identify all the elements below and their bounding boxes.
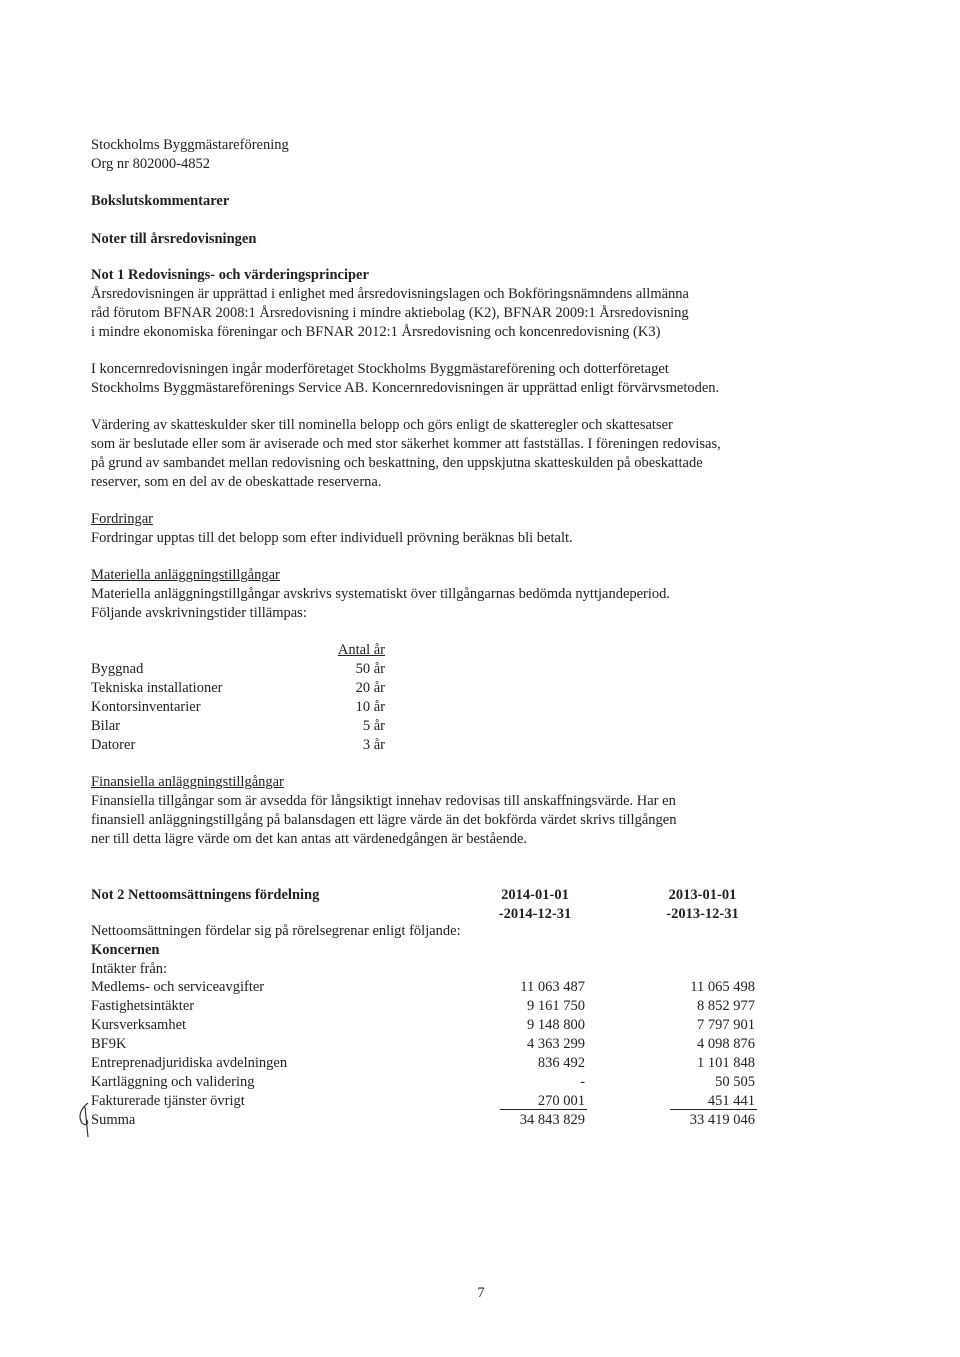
table-row-label: Kursverksamhet	[91, 1017, 187, 1033]
note1-p2-line: I koncernredovisningen ingår moderföretaget Stockholms Byggmästareförening och dotterföretaget	[91, 361, 669, 377]
table-cell-2013: 8 852 977	[697, 998, 755, 1014]
sum-rule	[500, 1109, 587, 1110]
table-cell-2014: -	[580, 1074, 585, 1090]
table-row-label: BF9K	[91, 1036, 127, 1052]
depr-row-label: Bilar	[91, 718, 120, 734]
finansiella-text-line: Finansiella tillgångar som är avsedda för långsiktigt innehav redovisas till anskaffningsvärde. Har en	[91, 793, 676, 809]
total-2014: 34 843 829	[519, 1112, 585, 1128]
note1-p1-line: Årsredovisningen är upprättad i enlighet med årsredovisningslagen och Bokföringsnämndens allmänna	[91, 286, 689, 302]
note1-p3-line: reserver, som en del av de obeskattade reserverna.	[91, 474, 382, 490]
depr-row-value: 3 år	[362, 737, 385, 753]
depr-row-label: Tekniska installationer	[91, 680, 223, 696]
table-cell-2013: 1 101 848	[697, 1055, 755, 1071]
table-row-label: Medlems- och serviceavgifter	[91, 979, 265, 995]
materiella-text-line: Materiella anläggningstillgångar avskrivs systematiskt över tillgångarnas bedömda nyttjandeperiod.	[91, 586, 671, 602]
depr-row-value: 5 år	[362, 718, 385, 734]
org-name: Stockholms Byggmästareförening	[91, 137, 289, 153]
finansiella-heading: Finansiella anläggningstillgångar	[91, 774, 284, 790]
table-row-label: Fakturerade tjänster övrigt	[91, 1093, 245, 1109]
total-label: Summa	[91, 1112, 136, 1128]
table-row-label: Fastighetsintäkter	[91, 998, 195, 1014]
table-cell-2014: 836 492	[537, 1055, 585, 1071]
depr-row-label: Byggnad	[91, 661, 144, 677]
depr-header: Antal år	[337, 642, 385, 658]
note1-p3-line: på grund av sambandet mellan redovisning och beskattning, den uppskjutna skatteskulden på obeskattade	[91, 455, 703, 471]
table-row-label: Kartläggning och validering	[91, 1074, 255, 1090]
table-cell-2014: 270 001	[537, 1093, 585, 1109]
note2-group: Koncernen	[91, 942, 160, 958]
table-row-label: Entreprenadjuridiska avdelningen	[91, 1055, 288, 1071]
fordringar-heading: Fordringar	[91, 511, 154, 527]
materiella-text-line: Följande avskrivningstider tillämpas:	[91, 605, 307, 621]
section-title: Bokslutskommentarer	[91, 193, 230, 209]
finansiella-text-line: ner till detta lägre värde om det kan antas att värdenedgången är bestående.	[91, 831, 528, 847]
org-number: Org nr 802000-4852	[91, 156, 210, 172]
note1-title: Not 1 Redovisnings- och värderingsprinciper	[91, 267, 369, 283]
note1-p1-line: råd förutom BFNAR 2008:1 Årsredovisning i mindre aktiebolag (K2), BFNAR 2009:1 Årsredovisning	[91, 305, 689, 321]
table-cell-2013: 50 505	[715, 1074, 755, 1090]
fordringar-text: Fordringar upptas till det belopp som efter individuell prövning beräknas bli betalt.	[91, 530, 573, 546]
handwritten-mark-icon	[76, 1101, 94, 1141]
depr-row-label: Kontorsinventarier	[91, 699, 201, 715]
page-number: 7	[477, 1285, 485, 1301]
total-2013: 33 419 046	[689, 1112, 755, 1128]
table-cell-2013: 7 797 901	[697, 1017, 755, 1033]
note2-col2-header: -2013-12-31	[666, 906, 739, 922]
finansiella-text-line: finansiell anläggningstillgång på balansdagen ett lägre värde än det bokförda värdet skrivs tillgången	[91, 812, 677, 828]
depr-row-value: 20 år	[355, 680, 385, 696]
note2-subheading: Intäkter från:	[91, 961, 168, 977]
subsection-title: Noter till årsredovisningen	[91, 231, 257, 247]
table-cell-2014: 9 148 800	[527, 1017, 585, 1033]
note2-col1-header: 2014-01-01	[501, 887, 569, 903]
note1-p3-line: som är beslutade eller som är aviserade och med stor säkerhet kommer att fastställas. I föreningen redovisas,	[91, 436, 721, 452]
sum-rule	[670, 1109, 757, 1110]
note1-p2-line: Stockholms Byggmästareförenings Service AB. Koncernredovisningen är upprättad enligt förvärvsmetoden.	[91, 380, 720, 396]
materiella-heading: Materiella anläggningstillgångar	[91, 567, 280, 583]
note1-p1-line: i mindre ekonomiska föreningar och BFNAR 2012:1 Årsredovisning och koncenredovisning (K3)	[91, 324, 661, 340]
depr-row-value: 50 år	[355, 661, 385, 677]
table-cell-2013: 451 441	[707, 1093, 755, 1109]
table-cell-2013: 11 065 498	[690, 979, 755, 995]
note2-col1-header: -2014-12-31	[498, 906, 572, 922]
note2-intro: Nettoomsättningen fördelar sig på rörelsegrenar enligt följande:	[91, 923, 461, 939]
table-cell-2013: 4 098 876	[697, 1036, 755, 1052]
table-cell-2014: 11 063 487	[520, 979, 585, 995]
depr-row-value: 10 år	[355, 699, 385, 715]
note1-p3-line: Värdering av skatteskulder sker till nominella belopp och görs enligt de skatteregler och skattesatser	[91, 417, 673, 433]
note2-title: Not 2 Nettoomsättningens fördelning	[91, 887, 320, 903]
table-cell-2014: 9 161 750	[527, 998, 585, 1014]
note2-col2-header: 2013-01-01	[668, 887, 737, 903]
table-cell-2014: 4 363 299	[527, 1036, 585, 1052]
depr-row-label: Datorer	[91, 737, 136, 753]
